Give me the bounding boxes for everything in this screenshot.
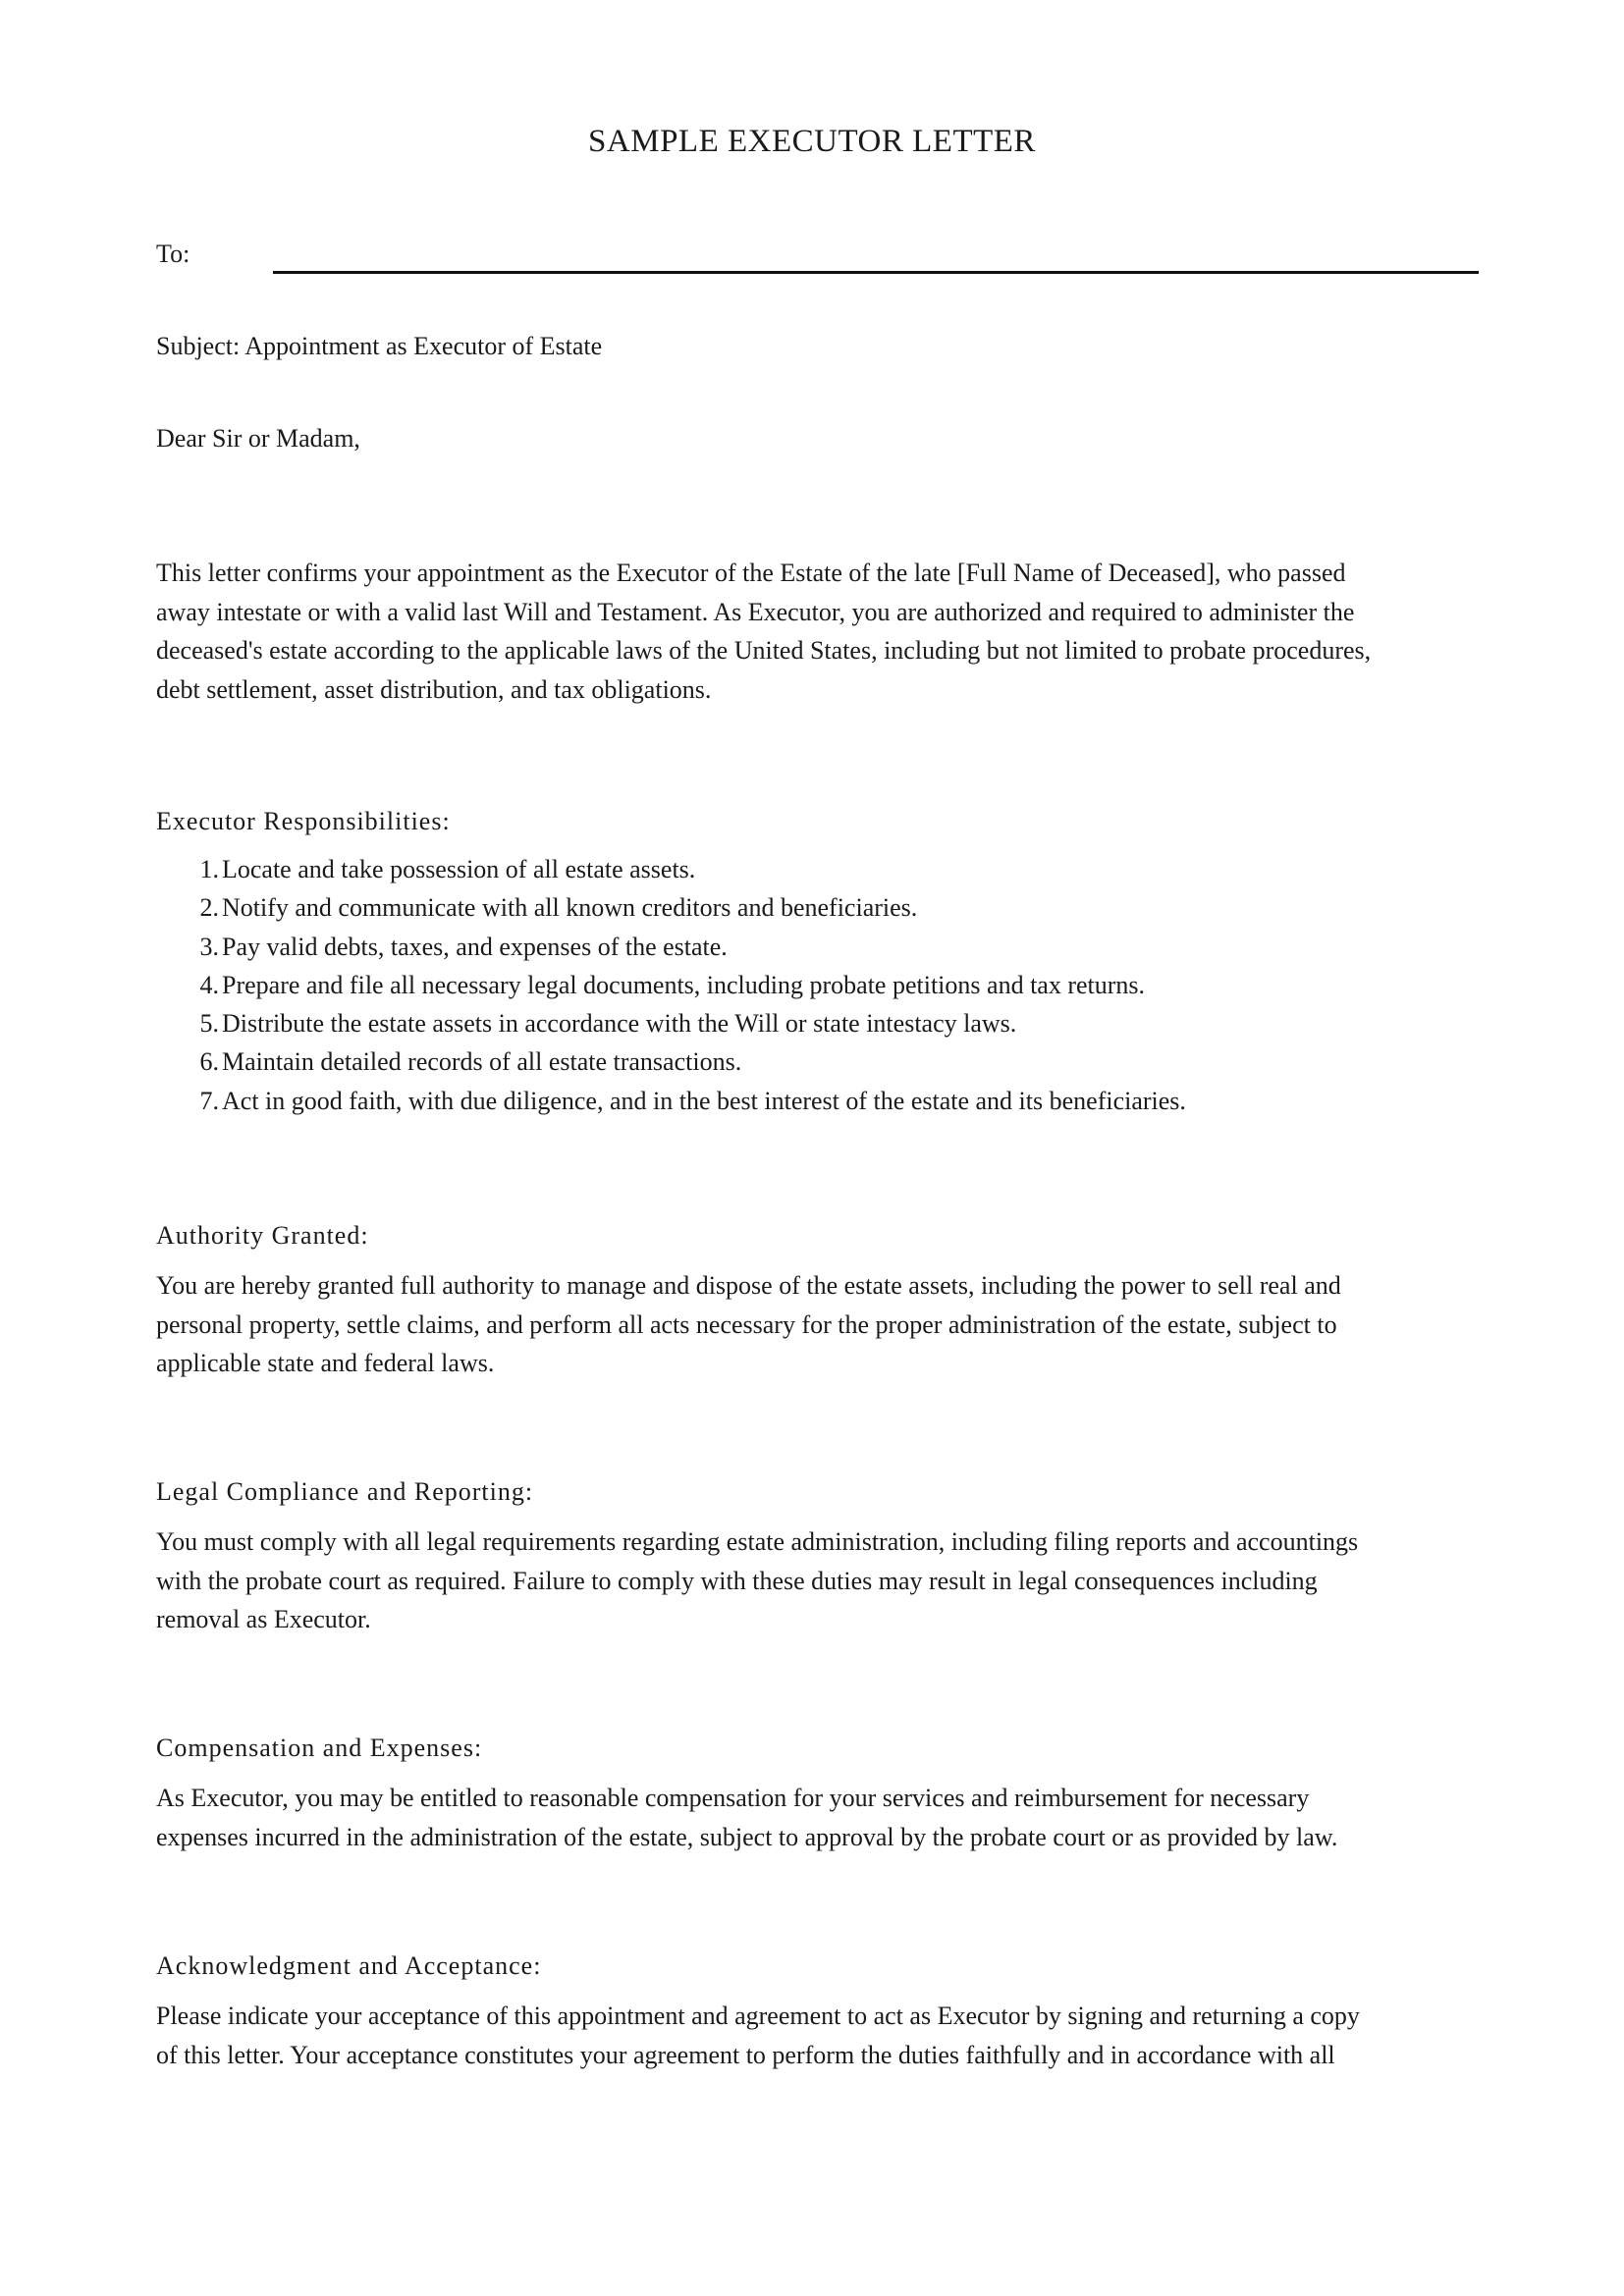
acceptance-heading: Acknowledgment and Acceptance: <box>156 1951 542 1980</box>
acceptance-line: Please indicate your acceptance of this appointment and agreement to act as Executor by signing and returning a copy <box>156 2002 1360 2030</box>
list-item <box>156 1004 1186 1042</box>
list-text: Pay valid debts, taxes, and expenses of the estate. <box>222 932 728 961</box>
list-number: 4. <box>199 970 219 999</box>
list-number: 7. <box>199 1086 219 1115</box>
compliance-line: removal as Executor. <box>156 1605 371 1633</box>
authority-paragraph <box>156 1266 1482 1383</box>
list-item <box>156 1042 1186 1081</box>
authority-heading: Authority Granted: <box>156 1221 369 1250</box>
list-item <box>156 850 1186 888</box>
subject-line: Subject: Appointment as Executor of Estate <box>156 332 603 360</box>
acceptance-line: of this letter. Your acceptance constitutes your agreement to perform the duties faithfully and in accordance with all <box>156 2040 1335 2069</box>
list-item <box>156 966 1186 1004</box>
responsibilities-heading: Executor Responsibilities: <box>156 807 451 835</box>
responsibilities-list <box>156 850 1186 1120</box>
compensation-heading: Compensation and Expenses: <box>156 1734 483 1762</box>
to-label: To: <box>156 240 190 268</box>
to-field-line[interactable] <box>273 271 1479 274</box>
list-item <box>156 1082 1186 1120</box>
compensation-line: expenses incurred in the administration of the estate, subject to approval by the probate court or as provided by law. <box>156 1822 1338 1851</box>
list-number: 1. <box>199 855 219 883</box>
list-text: Prepare and file all necessary legal documents, including probate petitions and tax returns. <box>222 970 1146 999</box>
authority-line: personal property, settle claims, and perform all acts necessary for the proper administration of the estate, subject to <box>156 1309 1337 1339</box>
intro-line: deceased's estate according to the applicable laws of the United States, including but not limited to probate procedures, <box>156 636 1372 665</box>
list-text: Distribute the estate assets in accordance with the Will or state intestacy laws. <box>222 1009 1017 1039</box>
list-item <box>156 888 1186 927</box>
compliance-line: with the probate court as required. Failure to comply with these duties may result in legal consequences including <box>156 1566 1318 1595</box>
intro-line: debt settlement, asset distribution, and tax obligations. <box>156 674 712 704</box>
authority-line: applicable state and federal laws. <box>156 1349 495 1377</box>
intro-line: away intestate or with a valid last Will and Testament. As Executor, you are authorized and required to administer the <box>156 597 1355 626</box>
intro-paragraph <box>156 554 1482 709</box>
list-number: 2. <box>199 893 219 923</box>
salutation: Dear Sir or Madam, <box>156 424 360 453</box>
acceptance-paragraph <box>156 1997 1482 2074</box>
list-text: Locate and take possession of all estate assets. <box>222 855 696 883</box>
list-text: Notify and communicate with all known creditors and beneficiaries. <box>222 893 918 923</box>
list-text: Act in good faith, with due diligence, and in the best interest of the estate and its beneficiaries. <box>222 1086 1186 1115</box>
intro-line: This letter confirms your appointment as the Executor of the Estate of the late [Full Name of Deceased], who passed <box>156 559 1346 587</box>
authority-line: You are hereby granted full authority to manage and dispose of the estate assets, including the power to sell real and <box>156 1271 1341 1300</box>
list-number: 6. <box>199 1047 219 1077</box>
compensation-paragraph <box>156 1779 1482 1856</box>
compensation-line: As Executor, you may be entitled to reasonable compensation for your services and reimbursement for necessary <box>156 1784 1310 1812</box>
list-item <box>156 928 1186 966</box>
list-text: Maintain detailed records of all estate transactions. <box>222 1047 742 1077</box>
compliance-heading: Legal Compliance and Reporting: <box>156 1477 534 1506</box>
page-title: SAMPLE EXECUTOR LETTER <box>588 124 1036 159</box>
compliance-paragraph <box>156 1522 1482 1639</box>
list-number: 5. <box>199 1009 219 1039</box>
compliance-line: You must comply with all legal requirements regarding estate administration, including filing reports and accountings <box>156 1527 1359 1556</box>
list-number: 3. <box>199 932 219 961</box>
